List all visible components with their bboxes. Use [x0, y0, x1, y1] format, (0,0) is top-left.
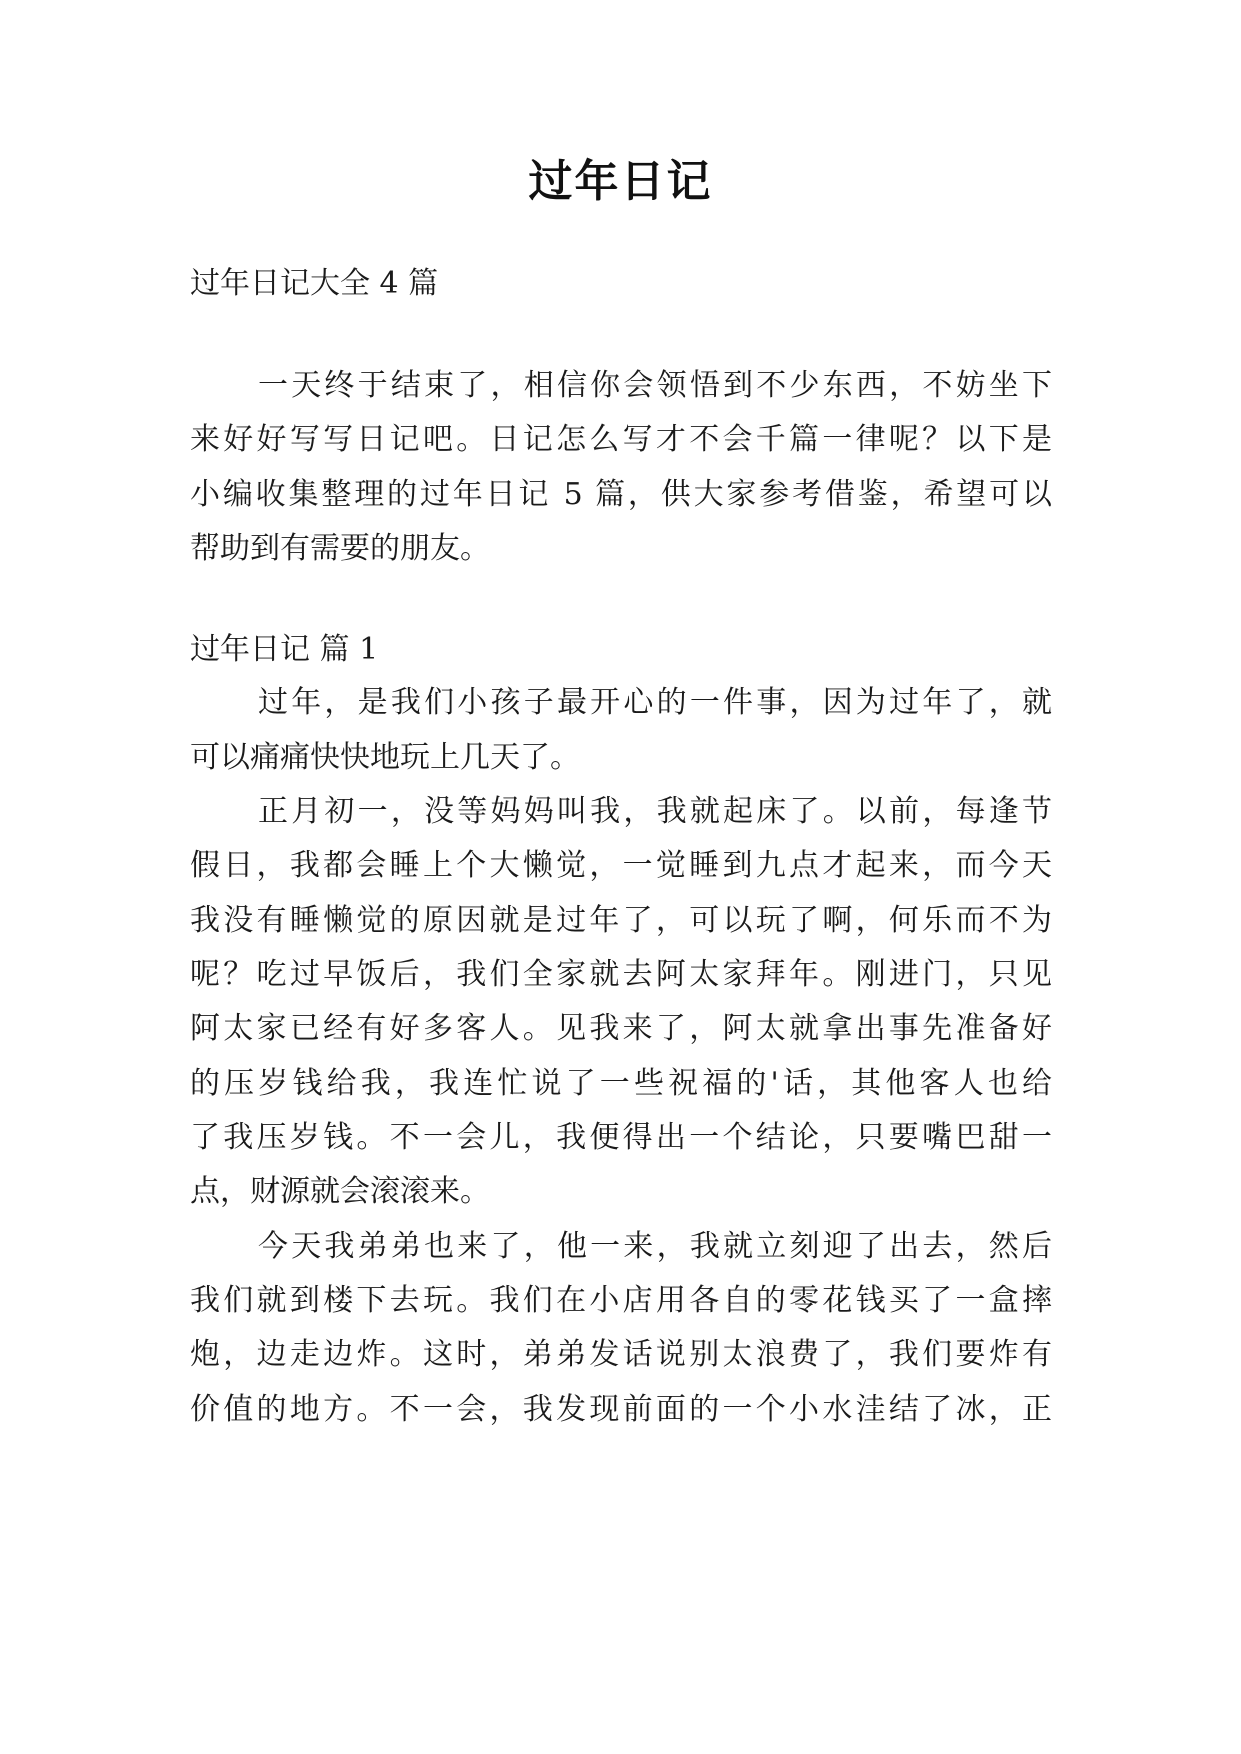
body-line: 可以痛痛快快地玩上几天了。 — [190, 740, 580, 775]
intro-line: 小编收集整理的过年日记 5 篇，供大家参考借鉴，希望可以 — [190, 477, 1052, 512]
body-line: 的压岁钱给我，我连忙说了一些祝福的'话，其他客人也给 — [190, 1066, 1052, 1101]
body-line: 炮，边走边炸。这时，弟弟发话说别太浪费了，我们要炸有 — [190, 1337, 1052, 1372]
body-line: 正月初一，没等妈妈叫我，我就起床了。以前，每逢节 — [258, 794, 1052, 829]
body-line: 呢？吃过早饭后，我们全家就去阿太家拜年。刚进门，只见 — [190, 957, 1052, 992]
document-subtitle: 过年日记大全 4 篇 — [190, 266, 439, 301]
body-line: 我们就到楼下去玩。我们在小店用各自的零花钱买了一盒摔 — [190, 1283, 1052, 1318]
body-line: 假日，我都会睡上个大懒觉，一觉睡到九点才起来，而今天 — [190, 848, 1052, 883]
body-line: 点，财源就会滚滚来。 — [190, 1174, 490, 1209]
section-heading: 过年日记 篇 1 — [190, 632, 379, 667]
body-line: 过年，是我们小孩子最开心的一件事，因为过年了，就 — [258, 685, 1052, 720]
intro-line: 一天终于结束了，相信你会领悟到不少东西，不妨坐下 — [258, 368, 1052, 403]
body-line: 价值的地方。不一会，我发现前面的一个小水洼结了冰，正 — [190, 1392, 1052, 1427]
body-line: 今天我弟弟也来了，他一来，我就立刻迎了出去，然后 — [258, 1229, 1052, 1264]
document-title: 过年日记 — [528, 156, 713, 207]
intro-line: 来好好写写日记吧。日记怎么写才不会千篇一律呢？以下是 — [190, 422, 1052, 457]
intro-line: 帮助到有需要的朋友。 — [190, 531, 490, 566]
body-line: 了我压岁钱。不一会儿，我便得出一个结论，只要嘴巴甜一 — [190, 1120, 1052, 1155]
body-line: 阿太家已经有好多客人。见我来了，阿太就拿出事先准备好 — [190, 1011, 1052, 1046]
body-line: 我没有睡懒觉的原因就是过年了，可以玩了啊，何乐而不为 — [190, 903, 1052, 938]
